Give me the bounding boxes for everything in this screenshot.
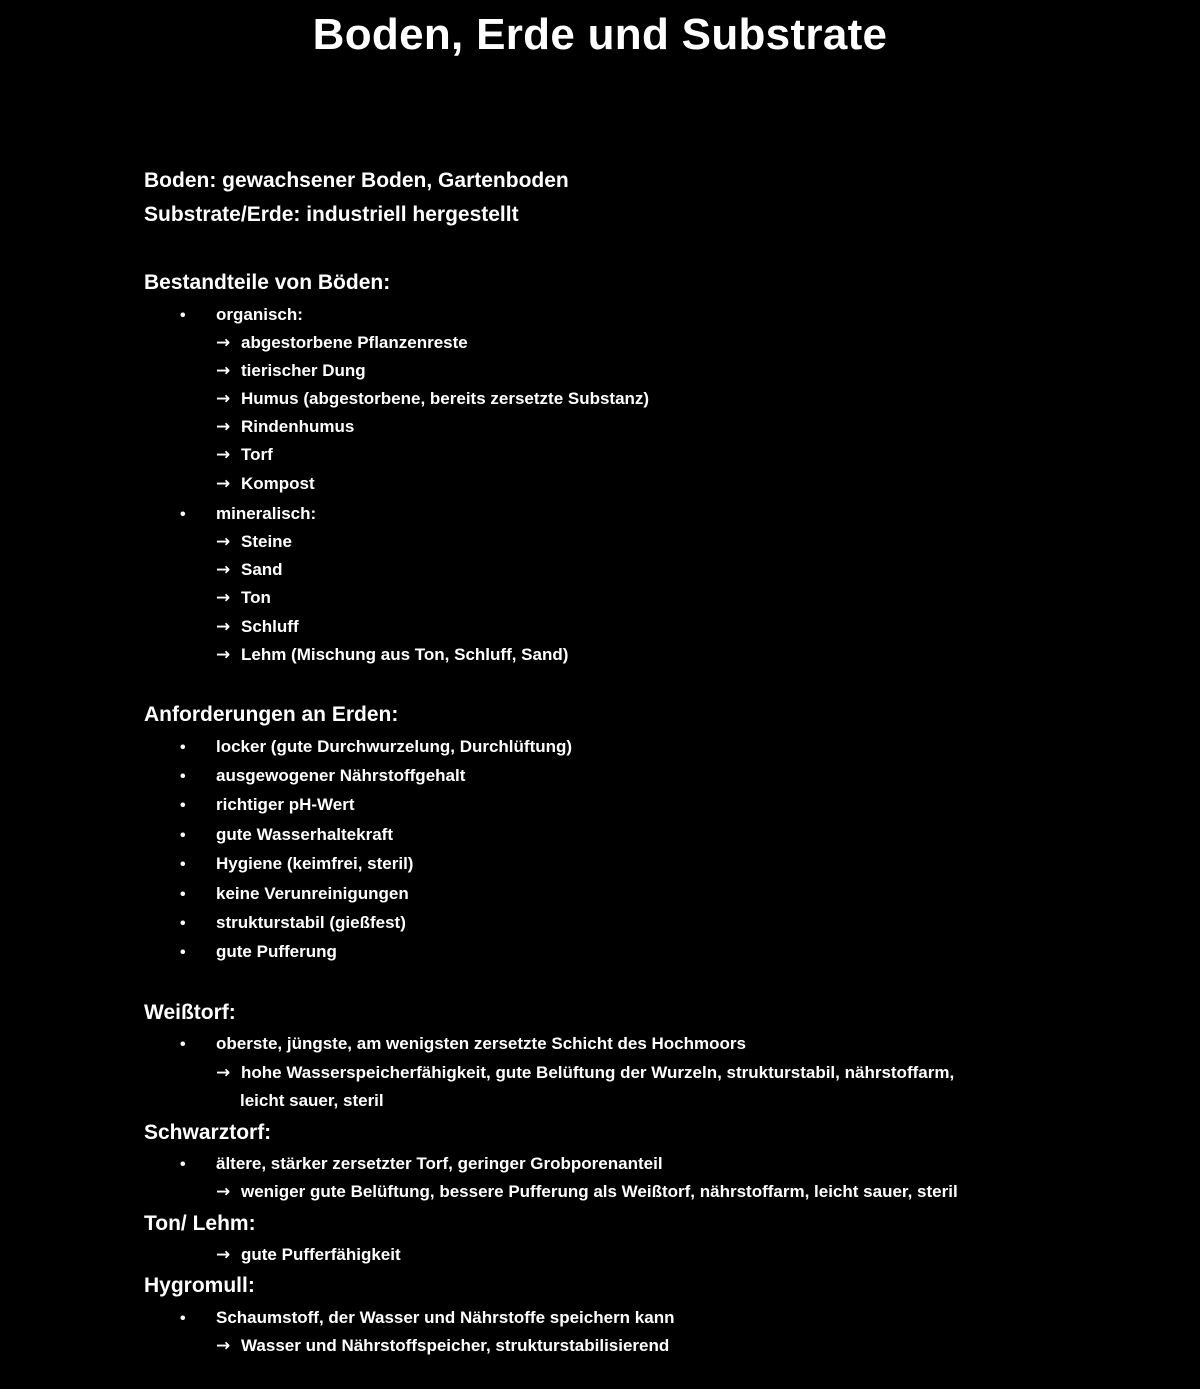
list-item — [180, 912, 406, 935]
list-item-label: Hygiene (keimfrei, steril) — [216, 854, 414, 873]
list-item-label: tierischer Dung — [241, 361, 366, 380]
list-item — [216, 360, 366, 382]
list-item — [180, 1153, 663, 1176]
bullet-icon: • — [180, 856, 186, 873]
section-heading-anforderungen: Anforderungen an Erden: — [144, 703, 399, 726]
list-item — [180, 941, 337, 964]
list-item-label: keine Verunreinigungen — [216, 884, 409, 903]
list-item — [216, 1244, 401, 1266]
bullet-icon: • — [180, 827, 186, 844]
list-item — [216, 1181, 958, 1203]
arrow-right-icon: → — [216, 417, 231, 437]
list-item — [216, 1335, 669, 1357]
arrow-right-icon: → — [216, 532, 231, 552]
list-item-label: Humus (abgestorbene, bereits zersetzte Substanz) — [241, 389, 650, 408]
bullet-icon: • — [180, 1036, 186, 1053]
arrow-right-icon: → — [216, 560, 231, 580]
list-item-label: hohe Wasserspeicherfähigkeit, gute Belüftung der Wurzeln, strukturstabil, nährstoffarm, — [241, 1063, 955, 1082]
arrow-right-icon: → — [216, 389, 231, 409]
arrow-right-icon: → — [216, 361, 231, 381]
bullet-icon: • — [180, 797, 186, 814]
list-item — [180, 794, 355, 817]
page-title: Boden, Erde und Substrate — [312, 10, 888, 59]
list-item — [180, 736, 572, 759]
list-item-continuation: leicht sauer, steril — [240, 1091, 384, 1110]
list-item-label: ausgewogener Nährstoffgehalt — [216, 766, 466, 785]
bullet-icon: • — [180, 886, 186, 903]
section-heading-ton-lehm: Ton/ Lehm: — [144, 1212, 256, 1235]
list-item — [180, 765, 465, 788]
bullet-icon: • — [180, 506, 186, 523]
arrow-right-icon: → — [216, 1063, 231, 1083]
list-item-label: ältere, stärker zersetzter Torf, geringer Grobporenanteil — [216, 1154, 663, 1173]
list-item — [180, 1033, 746, 1056]
list-item — [216, 616, 299, 638]
list-item — [180, 304, 303, 327]
list-item-label: locker (gute Durchwurzelung, Durchlüftung) — [216, 737, 573, 756]
arrow-right-icon: → — [216, 1245, 231, 1265]
arrow-right-icon: → — [216, 474, 231, 494]
list-item-label: Wasser und Nährstoffspeicher, strukturstabilisierend — [241, 1336, 670, 1355]
list-item — [216, 388, 649, 410]
bullet-icon: • — [180, 944, 186, 961]
bullet-icon: • — [180, 1156, 186, 1173]
list-item — [180, 883, 409, 906]
bullet-icon: • — [180, 307, 186, 324]
list-item — [216, 416, 354, 438]
list-item-label: Schluff — [241, 617, 299, 636]
bullet-icon: • — [180, 768, 186, 785]
bullet-icon: • — [180, 1310, 186, 1327]
list-item-label: Torf — [241, 445, 273, 464]
bullet-icon: • — [180, 915, 186, 932]
list-item-label: Rindenhumus — [241, 417, 355, 436]
list-item-label: gute Pufferfähigkeit — [241, 1245, 401, 1264]
arrow-right-icon: → — [216, 1182, 231, 1202]
arrow-right-icon: → — [216, 588, 231, 608]
arrow-right-icon: → — [216, 1336, 231, 1356]
list-item — [216, 332, 468, 354]
list-item — [216, 1062, 954, 1084]
list-item-label: Lehm (Mischung aus Ton, Schluff, Sand) — [241, 645, 569, 664]
section-heading-hygromull: Hygromull: — [144, 1274, 255, 1297]
list-item — [180, 503, 316, 526]
section-heading-schwarztorf: Schwarztorf: — [144, 1121, 272, 1144]
list-item-label: weniger gute Belüftung, bessere Pufferung als Weißtorf, nährstoffarm, leicht sauer, steril — [241, 1182, 958, 1201]
section-heading-bestandteile: Bestandteile von Böden: — [144, 271, 391, 294]
list-item — [216, 644, 568, 666]
arrow-right-icon: → — [216, 445, 231, 465]
list-item-label: gute Wasserhaltekraft — [216, 825, 393, 844]
list-item-label: Sand — [241, 560, 283, 579]
section-heading-weisstorf: Weißtorf: — [144, 1001, 236, 1024]
list-item-label: Steine — [241, 532, 293, 551]
list-item — [180, 853, 413, 876]
list-item-label: Schaumstoff, der Wasser und Nährstoffe speichern kann — [216, 1308, 675, 1327]
list-item-label: strukturstabil (gießfest) — [216, 913, 406, 932]
list-item — [216, 559, 283, 581]
list-item-label: richtiger pH-Wert — [216, 795, 355, 814]
list-item-label: abgestorbene Pflanzenreste — [241, 333, 468, 352]
arrow-right-icon: → — [216, 617, 231, 637]
list-item-label: Ton — [241, 588, 271, 607]
arrow-right-icon: → — [216, 645, 231, 665]
bullet-icon: • — [180, 739, 186, 756]
list-item-label: Kompost — [241, 474, 315, 493]
list-item — [216, 473, 315, 495]
list-item-label: mineralisch: — [216, 504, 317, 523]
list-item-label: organisch: — [216, 305, 303, 324]
list-item — [180, 1307, 674, 1330]
intro-line-substrate: Substrate/Erde: industriell hergestellt — [144, 203, 519, 226]
intro-line-boden: Boden: gewachsener Boden, Gartenboden — [144, 169, 569, 192]
list-item — [216, 444, 273, 466]
arrow-right-icon: → — [216, 333, 231, 353]
list-item-label: gute Pufferung — [216, 942, 337, 961]
list-item — [216, 587, 271, 609]
list-item — [180, 824, 393, 847]
list-item — [216, 531, 292, 553]
list-item-label: oberste, jüngste, am wenigsten zersetzte Schicht des Hochmoors — [216, 1034, 746, 1053]
